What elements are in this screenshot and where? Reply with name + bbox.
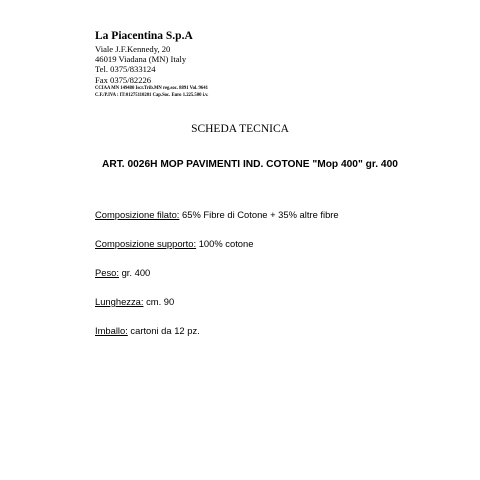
spec-value: 100% cotone xyxy=(196,238,254,249)
spec-value: 65% Fibre di Cotone + 35% altre fibre xyxy=(179,209,339,220)
company-header xyxy=(95,30,208,99)
spec-label: Lunghezza: xyxy=(95,296,144,307)
spec-length xyxy=(95,296,339,308)
company-name: La Piacentina S.p.A xyxy=(95,30,193,42)
spec-label: Peso: xyxy=(95,267,119,278)
company-registry: CCIAA MN 149480 Iscr.Trib.MN reg.soc. 8891 Vol. 9641 xyxy=(95,85,208,91)
spec-value: cm. 90 xyxy=(143,296,175,307)
company-fax: Fax 0375/82226 xyxy=(95,74,152,85)
spec-backing-composition xyxy=(95,238,339,250)
spec-value: gr. 400 xyxy=(118,267,151,278)
company-tax-id: C.F./P.IVA : IT:01275110201 Cap.Soc. Euro 1.225.500 i.v. xyxy=(95,92,209,98)
spec-packaging xyxy=(95,325,339,337)
article-heading: ART. 0026H MOP PAVIMENTI IND. COTONE "Mop 400" gr. 400 xyxy=(102,159,398,170)
company-address-street: Viale J.F.Kennedy, 20 xyxy=(95,44,171,54)
spec-yarn-composition xyxy=(95,209,339,221)
spec-value: cartoni da 12 pz. xyxy=(127,325,200,336)
spec-weight xyxy=(95,267,339,279)
document-title: SCHEDA TECNICA xyxy=(191,123,289,135)
company-address-city: 46019 Viadana (MN) Italy xyxy=(95,54,187,65)
spec-label: Composizione supporto: xyxy=(95,238,197,249)
spec-label: Imballo: xyxy=(95,325,128,336)
spec-label: Composizione filato: xyxy=(95,209,180,220)
spec-list xyxy=(95,209,339,354)
company-phone: Tel. 0375/833124 xyxy=(95,64,156,75)
